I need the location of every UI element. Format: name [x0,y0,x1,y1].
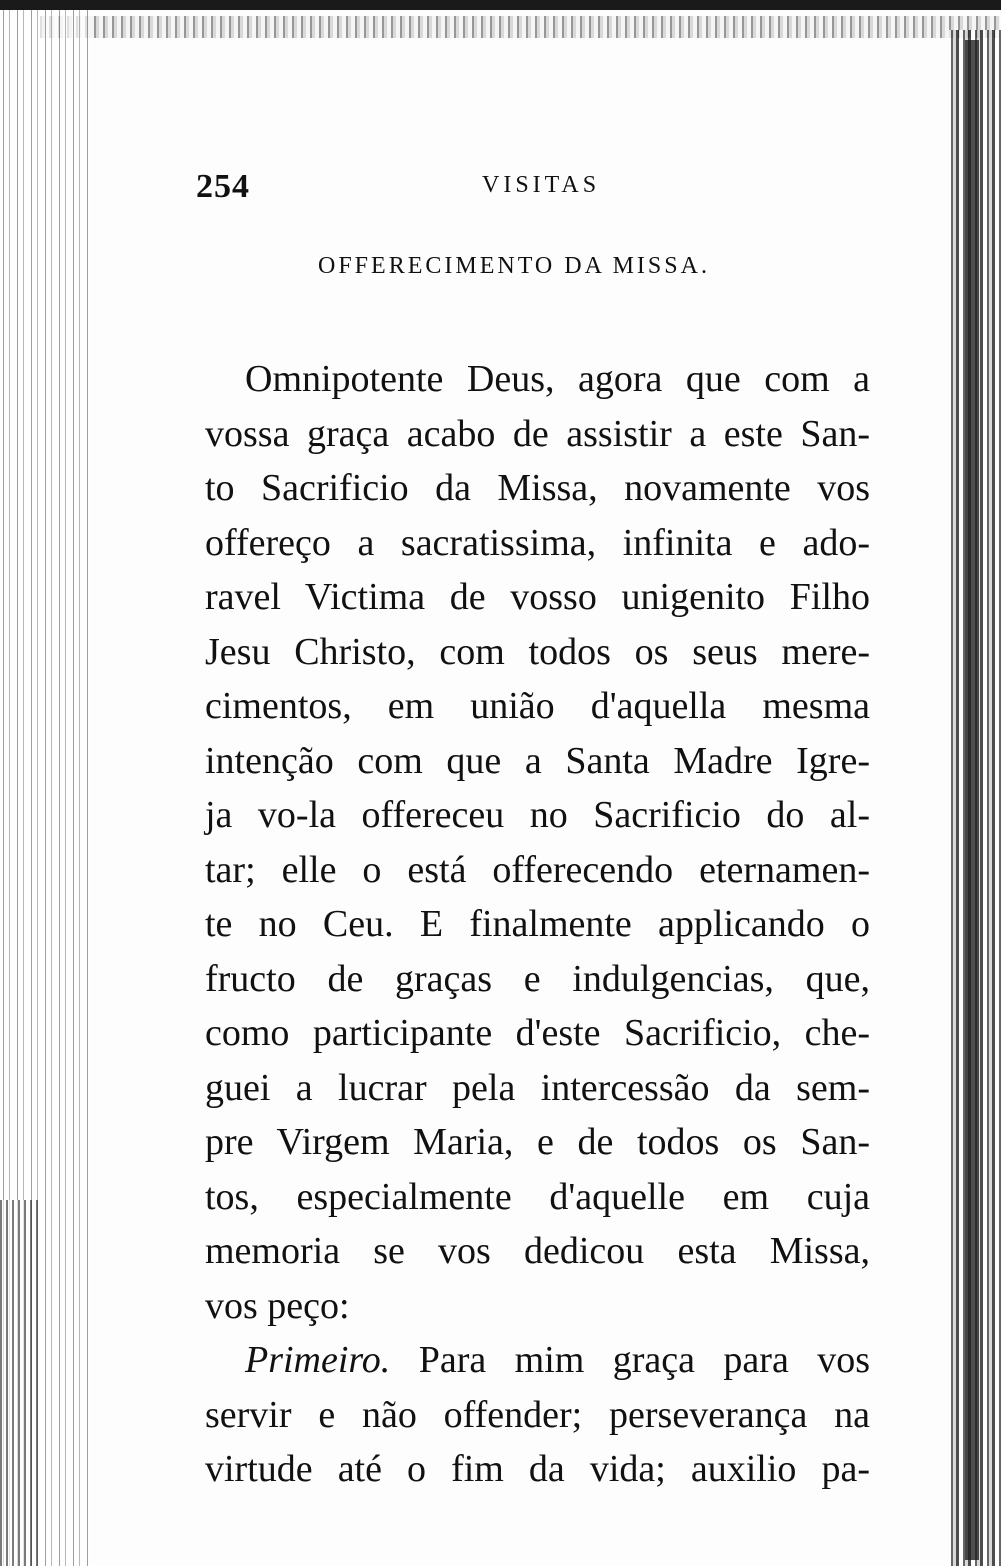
text-line: ravel Victima de vosso unigenito Filho [205,576,870,618]
text-line: pre Virgem Maria, e de todos os San- [205,1121,870,1163]
scan-left-edge-dark [0,1200,40,1566]
text-line: como participante d'este Sacrificio, che- [205,1012,870,1054]
text-line: cimentos, em união d'aquella mesma [205,685,870,727]
text-line: ja vo-la offereceu no Sacrificio do al- [205,794,870,836]
text-line: intenção com que a Santa Madre Igre- [205,739,870,782]
section-title: OFFERECIMENTO DA MISSA. [318,253,710,279]
body-text [205,352,870,1497]
text-line: Omnipotente Deus, agora que com a [245,358,870,400]
scan-right-edge-solid [965,40,979,1560]
page-number: 254 [196,168,250,205]
text-line: vossa graça acabo de assistir a este San- [205,412,870,455]
scan-top-shadow [40,16,1000,38]
text-line: vos peço: [205,1284,350,1327]
text-line: te no Ceu. E finalmente applicando o [205,903,870,945]
running-head: VISITAS [482,172,601,198]
primeiro-line [205,1333,870,1388]
text-line: to Sacrificio da Missa, novamente vos [205,467,870,509]
text-line: virtude até o fim da vida; auxilio pa- [205,1448,870,1490]
text-line: servir e não offender; perseverança na [205,1393,870,1436]
text-line: tos, especialmente d'aquelle em cuja [205,1175,870,1218]
text-line: guei a lucrar pela intercessão da sem- [205,1066,870,1109]
text-line: Jesu Christo, com todos os seus mere- [205,630,870,673]
scan-top-edge [0,0,1001,10]
primeiro-rest: Para mim graça para vos [418,1339,871,1381]
primeiro-label: Primeiro. [245,1339,391,1381]
text-line: fructo de graças e indulgencias, que, [205,957,870,1000]
text-line: offereço a sacratissima, infinita e ado- [205,521,870,564]
page-header [196,168,896,208]
text-line: tar; elle o está offerecendo eternamen- [205,848,870,891]
text-line: memoria se vos dedicou esta Missa, [205,1230,870,1272]
